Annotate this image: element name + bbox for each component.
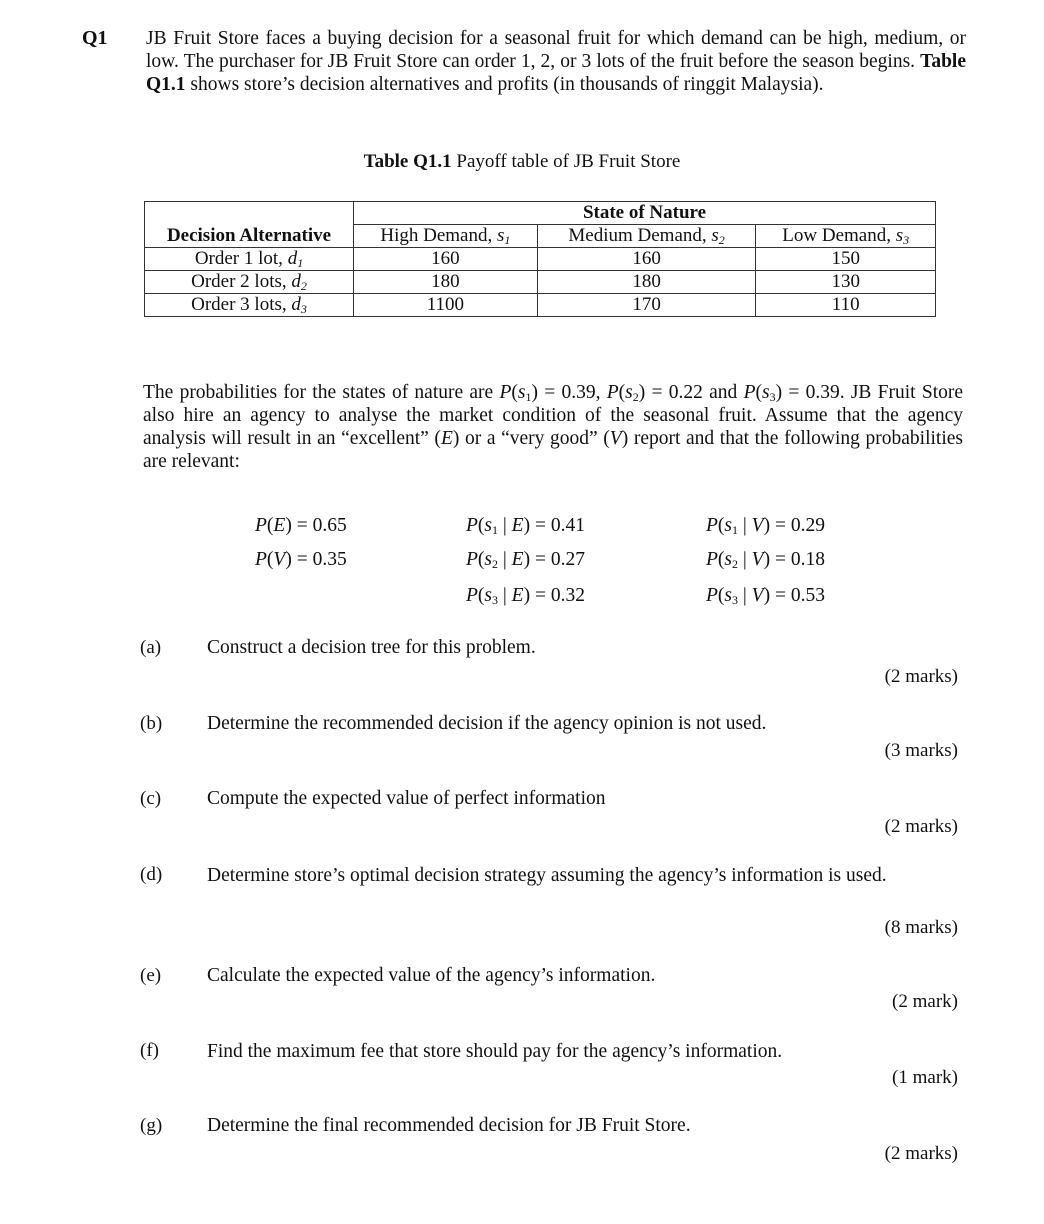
payoff-cell: 110 [756, 294, 936, 317]
prob-s1-given-V: $P(s_1$ | V) = 0.29 [706, 515, 825, 537]
part-g-text: Determine the final recommended decision for JB Fruit Store. [207, 1115, 691, 1136]
part-d-marks: (8 marks) [884, 917, 958, 938]
part-c-marks: (2 marks) [884, 816, 958, 837]
state-of-nature-header: State of Nature [354, 202, 936, 225]
table-row [145, 294, 936, 317]
part-a-text: Construct a decision tree for this problem. [207, 637, 536, 658]
part-d-letter: (d) [140, 864, 163, 885]
row-label: Order 2 lots, $d_2$ [145, 271, 354, 294]
part-e-letter: (e) [140, 965, 162, 986]
payoff-table [144, 201, 936, 317]
part-f-letter: (f) [140, 1040, 159, 1061]
payoff-cell: 170 [537, 294, 756, 317]
table-row [145, 271, 936, 294]
payoff-cell: 160 [354, 248, 538, 271]
part-c-letter: (c) [140, 788, 162, 809]
prob-s1-given-E: $P(s_1$ | E) = 0.41 [466, 515, 585, 537]
prob-s3-given-E: $P(s_3$ | E) = 0.32 [466, 585, 585, 607]
part-d-text: Determine store’s optimal decision strategy assuming the agency’s information is used. [207, 865, 887, 886]
payoff-cell: 180 [537, 271, 756, 294]
question-number: Q1 [82, 27, 108, 49]
part-e-text: Calculate the expected value of the agency’s information. [207, 965, 656, 986]
decision-alternative-header: Decision Alternative [145, 225, 354, 248]
row-label: Order 1 lot, $d_1$ [145, 248, 354, 271]
payoff-cell: 160 [537, 248, 756, 271]
column-header-medium: Medium Demand, $s_2$ [537, 225, 756, 248]
table-reference: Table Q1.1 [146, 51, 966, 95]
table-column-header-row [145, 225, 936, 248]
row-label: Order 3 lots, $d_3$ [145, 294, 354, 317]
part-e-marks: (2 mark) [892, 991, 958, 1012]
prob-s2-given-V: $P(s_2$ | V) = 0.18 [706, 549, 825, 571]
prob-V: P(V) = 0.35 [255, 549, 347, 570]
payoff-cell: 150 [756, 248, 936, 271]
part-f-marks: (1 mark) [892, 1067, 958, 1088]
part-a-marks: (2 marks) [884, 666, 958, 687]
part-f-text: Find the maximum fee that store should pay for the agency’s information. [207, 1041, 783, 1062]
part-g-letter: (g) [140, 1115, 163, 1136]
part-c-text: Compute the expected value of perfect information [207, 788, 606, 809]
column-header-high: High Demand, $s_1$ [354, 225, 538, 248]
table-caption: Table Q1.1 Payoff table of JB Fruit Store [363, 151, 681, 172]
prob-E: P(E) = 0.65 [255, 515, 347, 536]
column-header-low: Low Demand, $s_3$ [756, 225, 936, 248]
part-b-letter: (b) [140, 713, 163, 734]
part-b-text: Determine the recommended decision if the agency opinion is not used. [207, 713, 767, 734]
payoff-cell: 130 [756, 271, 936, 294]
table-group-header-row [145, 202, 936, 225]
prob-s3-given-V: $P(s_3$ | V) = 0.53 [706, 585, 825, 607]
payoff-cell: 1100 [354, 294, 538, 317]
question-intro: JB Fruit Store faces a buying decision for a seasonal fruit for which demand can be high, medium, or low. The purchaser for JB Fruit Store can order 1, 2, or 3 lots of the fruit before the season begins. Table Q1.1 shows store’s decision alternatives and profits (in thousands of ringgit Malaysia). [146, 28, 966, 95]
table-row [145, 248, 936, 271]
payoff-cell: 180 [354, 271, 538, 294]
prob-s2-given-E: $P(s_2$ | E) = 0.27 [466, 549, 585, 571]
empty-corner-cell [145, 202, 354, 225]
part-a-letter: (a) [140, 637, 162, 658]
part-g-marks: (2 marks) [884, 1143, 958, 1164]
part-b-marks: (3 marks) [884, 740, 958, 761]
probabilities-paragraph: The probabilities for the states of nature are $P(s_1) = 0.39$, $P(s_2) = 0.22$ and $P(s_3) = 0.39$. JB Fruit Store also hire an agency to analyse the market condition of the seasonal fruit. Assume that the agency analysis will result in an “excellent” (E) or a “very good” (V) report and that the following probabilities are relevant: [143, 382, 964, 472]
